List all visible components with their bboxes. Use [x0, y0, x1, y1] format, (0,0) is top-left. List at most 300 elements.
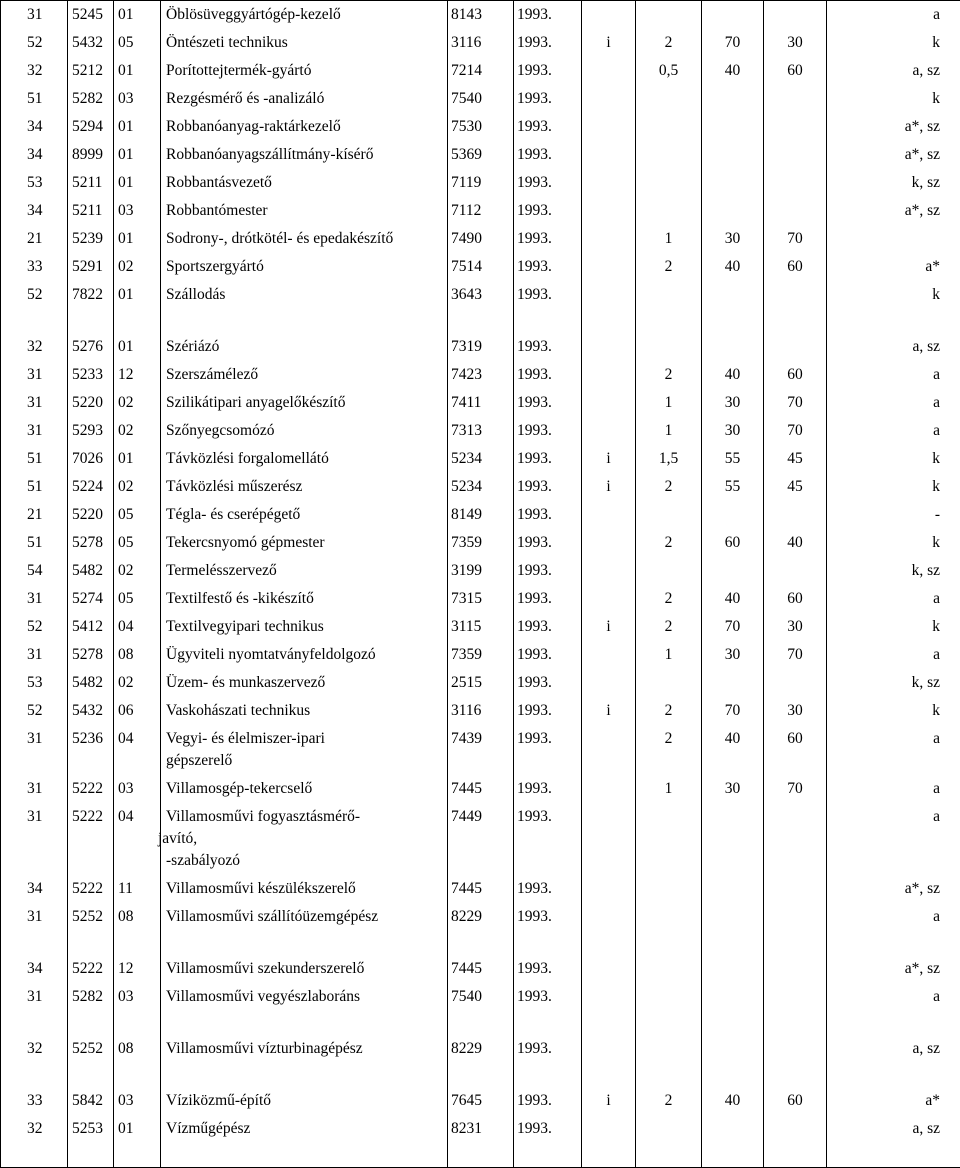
cell-theory-percent-text: 30 — [725, 394, 741, 411]
cell-theory-percent — [702, 697, 764, 725]
cell-sub-code-text: 02 — [118, 562, 134, 579]
cell-field-code-text: 34 — [27, 880, 43, 897]
cell-feor-code-text: 7119 — [451, 174, 481, 191]
cell-practice-percent-text: 30 — [787, 34, 803, 51]
cell-feor-code-text: 7439 — [451, 730, 482, 747]
cell-feor-code-text: 7214 — [451, 62, 482, 79]
cell-note-text: a — [933, 646, 940, 663]
cell-feor-code — [448, 225, 514, 253]
cell-theory-percent-text: 55 — [725, 478, 741, 495]
cell-sub-code — [114, 955, 161, 983]
cell-class-code — [68, 85, 114, 113]
cell-sub-code-text: 02 — [118, 422, 134, 439]
cell-feor-code — [448, 983, 514, 1035]
cell-practice-percent — [764, 697, 827, 725]
cell-sub-code — [114, 1035, 161, 1087]
table-body — [1, 1, 960, 1168]
cell-duration-text: 1 — [665, 394, 673, 411]
cell-field-code — [1, 1035, 68, 1087]
cell-year — [514, 875, 582, 903]
occupation-name-line: Víziközmű-építő — [166, 1090, 447, 1112]
cell-note — [827, 641, 960, 669]
cell-theory-percent-text: 70 — [725, 702, 741, 719]
cell-feor-code — [448, 669, 514, 697]
cell-year — [514, 613, 582, 641]
cell-feor-code-text: 3199 — [451, 562, 482, 579]
table-row — [1, 875, 960, 903]
cell-sub-code — [114, 333, 161, 361]
cell-feor-code-text: 7645 — [451, 1092, 482, 1109]
cell-note-text: k — [932, 90, 940, 107]
cell-sub-code — [114, 613, 161, 641]
cell-class-code-text: 5252 — [72, 1040, 103, 1057]
occupation-name-line: Robbanóanyagszállítmány-kísérő — [166, 144, 447, 166]
cell-note — [827, 529, 960, 557]
cell-practice-percent — [764, 361, 827, 389]
cell-occupation-name — [161, 955, 448, 983]
cell-sub-code-text: 04 — [118, 618, 134, 635]
cell-sub-code-text: 01 — [118, 1120, 134, 1137]
cell-feor-code — [448, 29, 514, 57]
cell-occupation-name — [161, 389, 448, 417]
cell-feor-code-text: 3116 — [451, 34, 481, 51]
occupation-name-line: Porítottejtermék-gyártó — [166, 60, 447, 82]
cell-sub-code-text: 01 — [118, 286, 134, 303]
cell-sub-code — [114, 141, 161, 169]
cell-class-code-text: 8999 — [72, 146, 103, 163]
cell-flag — [582, 1115, 636, 1168]
cell-class-code — [68, 225, 114, 253]
cell-field-code-text: 31 — [27, 366, 43, 383]
cell-class-code — [68, 697, 114, 725]
cell-flag — [582, 697, 636, 725]
cell-feor-code — [448, 803, 514, 875]
cell-field-code-text: 51 — [27, 450, 43, 467]
cell-duration — [636, 641, 702, 669]
table-row — [1, 641, 960, 669]
cell-class-code — [68, 29, 114, 57]
cell-sub-code — [114, 803, 161, 875]
cell-year — [514, 955, 582, 983]
cell-sub-code — [114, 57, 161, 85]
cell-field-code-text: 31 — [27, 908, 43, 925]
cell-flag-text: i — [606, 34, 610, 51]
cell-duration — [636, 389, 702, 417]
cell-year-text: 1993. — [517, 258, 552, 275]
occupation-name-line: Robbanóanyag-raktárkezelő — [166, 116, 447, 138]
cell-duration — [636, 141, 702, 169]
cell-year — [514, 585, 582, 613]
cell-sub-code — [114, 417, 161, 445]
cell-note — [827, 775, 960, 803]
cell-duration-text: 2 — [665, 258, 673, 275]
cell-occupation-name — [161, 501, 448, 529]
cell-occupation-name — [161, 585, 448, 613]
cell-note-text: k — [932, 618, 940, 635]
cell-year — [514, 169, 582, 197]
cell-theory-percent-text: 30 — [725, 780, 741, 797]
cell-year — [514, 225, 582, 253]
cell-feor-code — [448, 529, 514, 557]
cell-year-text: 1993. — [517, 338, 552, 355]
table-row — [1, 1087, 960, 1115]
cell-field-code-text: 33 — [27, 1092, 43, 1109]
cell-note — [827, 29, 960, 57]
cell-sub-code — [114, 113, 161, 141]
cell-theory-percent — [702, 445, 764, 473]
cell-note — [827, 903, 960, 955]
cell-field-code — [1, 389, 68, 417]
cell-theory-percent — [702, 225, 764, 253]
cell-field-code — [1, 417, 68, 445]
cell-field-code-text: 51 — [27, 534, 43, 551]
cell-feor-code — [448, 1035, 514, 1087]
cell-note — [827, 473, 960, 501]
cell-practice-percent-text: 70 — [787, 230, 803, 247]
occupation-name-line: Szőnyegcsomózó — [166, 420, 447, 442]
cell-field-code-text: 31 — [27, 730, 43, 747]
table-row — [1, 417, 960, 445]
table-row — [1, 57, 960, 85]
cell-theory-percent — [702, 1087, 764, 1115]
cell-note — [827, 669, 960, 697]
cell-duration-text: 2 — [665, 702, 673, 719]
cell-field-code-text: 52 — [27, 286, 43, 303]
cell-flag — [582, 875, 636, 903]
cell-year — [514, 29, 582, 57]
cell-practice-percent — [764, 113, 827, 141]
cell-feor-code-text: 7445 — [451, 960, 482, 977]
cell-occupation-name — [161, 529, 448, 557]
cell-class-code — [68, 113, 114, 141]
cell-class-code-text: 5245 — [72, 6, 103, 23]
cell-sub-code — [114, 875, 161, 903]
cell-class-code — [68, 669, 114, 697]
cell-year — [514, 417, 582, 445]
cell-sub-code-text: 01 — [118, 338, 134, 355]
cell-year-text: 1993. — [517, 230, 552, 247]
cell-duration-text: 2 — [665, 1092, 673, 1109]
cell-theory-percent — [702, 725, 764, 775]
cell-class-code-text: 5282 — [72, 988, 103, 1005]
occupation-name-line: Távközlési műszerész — [166, 476, 447, 498]
cell-year — [514, 903, 582, 955]
occupation-name-line: Öntészeti technikus — [166, 32, 447, 54]
cell-duration — [636, 445, 702, 473]
cell-note-text: a* — [925, 258, 940, 275]
cell-sub-code-text: 05 — [118, 590, 134, 607]
cell-field-code — [1, 253, 68, 281]
cell-practice-percent — [764, 333, 827, 361]
cell-practice-percent — [764, 1035, 827, 1087]
cell-theory-percent — [702, 253, 764, 281]
cell-flag — [582, 725, 636, 775]
cell-class-code — [68, 197, 114, 225]
cell-note — [827, 253, 960, 281]
cell-duration — [636, 29, 702, 57]
cell-occupation-name — [161, 225, 448, 253]
cell-class-code-text: 5253 — [72, 1120, 103, 1137]
cell-theory-percent — [702, 141, 764, 169]
cell-sub-code-text: 01 — [118, 62, 134, 79]
table-row — [1, 669, 960, 697]
cell-field-code-text: 34 — [27, 202, 43, 219]
cell-practice-percent — [764, 983, 827, 1035]
cell-occupation-name — [161, 775, 448, 803]
cell-practice-percent-text: 60 — [787, 258, 803, 275]
cell-flag — [582, 445, 636, 473]
cell-duration — [636, 57, 702, 85]
cell-year — [514, 85, 582, 113]
cell-class-code-text: 5239 — [72, 230, 103, 247]
cell-occupation-name — [161, 197, 448, 225]
table-row — [1, 253, 960, 281]
occupation-name-line: Vízműgépész — [166, 1118, 447, 1140]
cell-field-code — [1, 1115, 68, 1168]
cell-flag-text: i — [606, 618, 610, 635]
cell-theory-percent — [702, 585, 764, 613]
cell-note-text: a*, sz — [905, 118, 940, 135]
cell-year — [514, 1035, 582, 1087]
cell-occupation-name — [161, 725, 448, 775]
cell-year — [514, 983, 582, 1035]
cell-occupation-name — [161, 903, 448, 955]
cell-practice-percent — [764, 197, 827, 225]
cell-year — [514, 669, 582, 697]
cell-note — [827, 1115, 960, 1168]
cell-practice-percent — [764, 557, 827, 585]
cell-year-text: 1993. — [517, 34, 552, 51]
cell-theory-percent — [702, 903, 764, 955]
cell-class-code — [68, 803, 114, 875]
cell-flag — [582, 983, 636, 1035]
cell-feor-code-text: 7445 — [451, 880, 482, 897]
cell-field-code-text: 32 — [27, 1040, 43, 1057]
cell-theory-percent — [702, 281, 764, 333]
cell-year-text: 1993. — [517, 90, 552, 107]
cell-field-code-text: 32 — [27, 1120, 43, 1137]
occupation-name-line: Textilfestő és -kikészítő — [166, 588, 447, 610]
cell-sub-code — [114, 903, 161, 955]
cell-occupation-name — [161, 169, 448, 197]
table-row — [1, 775, 960, 803]
occupation-name-line: Tégla- és cserépégető — [166, 504, 447, 526]
cell-occupation-name — [161, 361, 448, 389]
cell-flag — [582, 141, 636, 169]
cell-class-code-text: 5278 — [72, 646, 103, 663]
cell-note — [827, 955, 960, 983]
cell-practice-percent — [764, 253, 827, 281]
cell-year — [514, 501, 582, 529]
cell-class-code — [68, 875, 114, 903]
cell-theory-percent — [702, 113, 764, 141]
cell-feor-code — [448, 725, 514, 775]
cell-note-text: a — [933, 422, 940, 439]
cell-year-text: 1993. — [517, 562, 552, 579]
cell-feor-code — [448, 1, 514, 30]
cell-sub-code-text: 02 — [118, 394, 134, 411]
cell-field-code-text: 31 — [27, 6, 43, 23]
cell-feor-code — [448, 333, 514, 361]
cell-class-code-text: 5274 — [72, 590, 103, 607]
cell-field-code — [1, 557, 68, 585]
cell-sub-code-text: 05 — [118, 34, 134, 51]
cell-theory-percent — [702, 197, 764, 225]
cell-sub-code-text: 02 — [118, 674, 134, 691]
cell-theory-percent — [702, 473, 764, 501]
occupation-name-line: Szállodás — [166, 284, 447, 306]
occupation-name-line: Szerszámélező — [166, 364, 447, 386]
cell-field-code — [1, 803, 68, 875]
cell-duration-text: 1 — [665, 646, 673, 663]
cell-feor-code-text: 7540 — [451, 988, 482, 1005]
cell-year — [514, 529, 582, 557]
cell-year-text: 1993. — [517, 1040, 552, 1057]
cell-theory-percent-text: 40 — [725, 258, 741, 275]
cell-practice-percent-text: 60 — [787, 1092, 803, 1109]
cell-sub-code-text: 01 — [118, 174, 134, 191]
cell-year-text: 1993. — [517, 1120, 552, 1137]
cell-duration-text: 1 — [665, 780, 673, 797]
cell-class-code — [68, 557, 114, 585]
cell-note — [827, 57, 960, 85]
cell-field-code-text: 53 — [27, 174, 43, 191]
cell-sub-code — [114, 641, 161, 669]
cell-class-code-text: 7026 — [72, 450, 103, 467]
cell-duration — [636, 983, 702, 1035]
cell-duration-text: 2 — [665, 534, 673, 551]
cell-theory-percent — [702, 333, 764, 361]
cell-class-code-text: 5482 — [72, 674, 103, 691]
cell-practice-percent — [764, 417, 827, 445]
cell-year — [514, 473, 582, 501]
occupation-name-line: Üzem- és munkaszervező — [166, 672, 447, 694]
cell-sub-code — [114, 85, 161, 113]
cell-duration-text: 1 — [665, 422, 673, 439]
cell-flag — [582, 669, 636, 697]
table-row — [1, 803, 960, 875]
cell-year-text: 1993. — [517, 646, 552, 663]
cell-note — [827, 613, 960, 641]
cell-year-text: 1993. — [517, 146, 552, 163]
cell-class-code-text: 5212 — [72, 62, 103, 79]
cell-field-code — [1, 29, 68, 57]
cell-class-code — [68, 1035, 114, 1087]
cell-class-code-text: 7822 — [72, 286, 103, 303]
cell-sub-code-text: 03 — [118, 90, 134, 107]
cell-class-code — [68, 417, 114, 445]
cell-sub-code-text: 12 — [118, 366, 134, 383]
cell-note — [827, 875, 960, 903]
cell-theory-percent — [702, 501, 764, 529]
cell-practice-percent-text: 30 — [787, 618, 803, 635]
cell-duration — [636, 529, 702, 557]
cell-class-code-text: 5211 — [72, 202, 102, 219]
cell-occupation-name — [161, 57, 448, 85]
cell-duration — [636, 585, 702, 613]
cell-sub-code — [114, 389, 161, 417]
cell-occupation-name — [161, 669, 448, 697]
cell-theory-percent — [702, 417, 764, 445]
cell-sub-code-text: 03 — [118, 780, 134, 797]
cell-theory-percent — [702, 669, 764, 697]
cell-field-code-text: 31 — [27, 988, 43, 1005]
cell-note-text: k — [932, 702, 940, 719]
cell-sub-code — [114, 775, 161, 803]
cell-field-code — [1, 613, 68, 641]
cell-flag — [582, 557, 636, 585]
cell-field-code-text: 31 — [27, 422, 43, 439]
cell-practice-percent — [764, 501, 827, 529]
cell-class-code — [68, 333, 114, 361]
cell-class-code — [68, 57, 114, 85]
cell-field-code — [1, 875, 68, 903]
occupation-name-line: Villamosművi szekunderszerelő — [166, 958, 447, 980]
cell-feor-code-text: 7530 — [451, 118, 482, 135]
cell-duration — [636, 803, 702, 875]
cell-class-code — [68, 501, 114, 529]
cell-feor-code-text: 7359 — [451, 534, 482, 551]
cell-feor-code — [448, 281, 514, 333]
cell-class-code — [68, 389, 114, 417]
cell-flag — [582, 225, 636, 253]
cell-occupation-name — [161, 697, 448, 725]
cell-feor-code — [448, 141, 514, 169]
table-row — [1, 501, 960, 529]
cell-note-text: a — [933, 730, 940, 747]
cell-sub-code-text: 01 — [118, 230, 134, 247]
cell-note — [827, 557, 960, 585]
cell-note — [827, 983, 960, 1035]
cell-field-code — [1, 169, 68, 197]
cell-year — [514, 113, 582, 141]
cell-sub-code-text: 05 — [118, 534, 134, 551]
cell-practice-percent — [764, 641, 827, 669]
cell-feor-code — [448, 113, 514, 141]
cell-theory-percent — [702, 875, 764, 903]
cell-sub-code-text: 01 — [118, 450, 134, 467]
cell-duration — [636, 1, 702, 30]
cell-practice-percent — [764, 775, 827, 803]
table-row — [1, 557, 960, 585]
cell-feor-code — [448, 197, 514, 225]
cell-year — [514, 333, 582, 361]
cell-year — [514, 1, 582, 30]
cell-flag — [582, 389, 636, 417]
cell-year-text: 1993. — [517, 118, 552, 135]
cell-occupation-name — [161, 983, 448, 1035]
cell-practice-percent-text: 70 — [787, 646, 803, 663]
cell-flag — [582, 1087, 636, 1115]
cell-theory-percent — [702, 775, 764, 803]
cell-note-text: a*, sz — [905, 202, 940, 219]
cell-field-code — [1, 641, 68, 669]
cell-theory-percent-text: 30 — [725, 422, 741, 439]
cell-class-code — [68, 585, 114, 613]
cell-class-code — [68, 983, 114, 1035]
occupation-name-line: Villamosművi készülékszerelő — [166, 878, 447, 900]
table-row — [1, 1115, 960, 1168]
cell-practice-percent-text: 70 — [787, 394, 803, 411]
cell-class-code-text: 5222 — [72, 880, 103, 897]
cell-sub-code-text: 08 — [118, 908, 134, 925]
cell-sub-code — [114, 697, 161, 725]
cell-class-code — [68, 1, 114, 30]
cell-occupation-name — [161, 445, 448, 473]
cell-note-text: k, sz — [912, 562, 940, 579]
cell-class-code-text: 5220 — [72, 506, 103, 523]
cell-class-code — [68, 529, 114, 557]
